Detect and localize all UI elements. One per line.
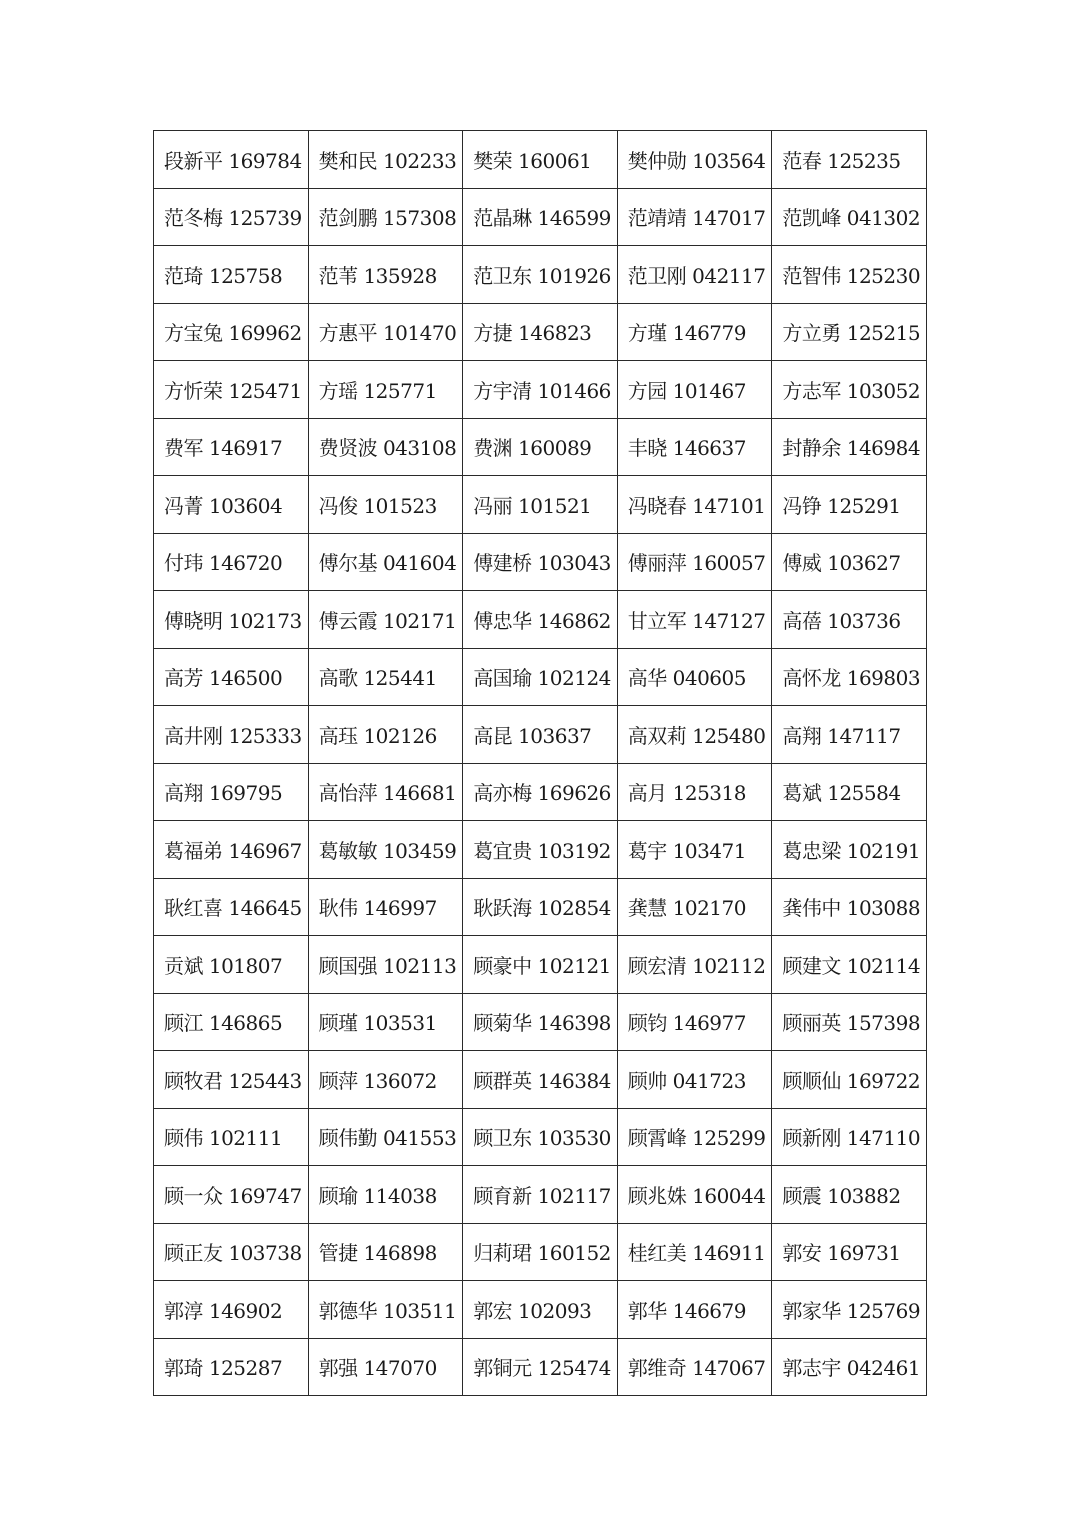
- roster-cell: 方园 101467: [617, 361, 772, 419]
- roster-cell: 高双莉 125480: [617, 706, 772, 764]
- table-row: [154, 303, 927, 361]
- roster-cell: 范凯峰 041302: [772, 188, 927, 246]
- roster-cell: 冯铮 125291: [772, 476, 927, 534]
- roster-cell: 顾群英 146384: [463, 1051, 618, 1109]
- roster-cell: 高国瑜 102124: [463, 648, 618, 706]
- roster-cell: 费贤波 043108: [308, 418, 463, 476]
- roster-cell: 方志军 103052: [772, 361, 927, 419]
- roster-cell: 傅丽萍 160057: [617, 533, 772, 591]
- roster-cell: 范靖靖 147017: [617, 188, 772, 246]
- roster-cell: 范琦 125758: [154, 246, 309, 304]
- roster-cell: 樊荣 160061: [463, 131, 618, 189]
- roster-cell: 高珏 102126: [308, 706, 463, 764]
- roster-cell: 高昆 103637: [463, 706, 618, 764]
- roster-cell: 段新平 169784: [154, 131, 309, 189]
- roster-cell: 顾伟 102111: [154, 1108, 309, 1166]
- roster-cell: 顾豪中 102121: [463, 936, 618, 994]
- roster-cell: 丰晓 146637: [617, 418, 772, 476]
- roster-cell: 傅威 103627: [772, 533, 927, 591]
- roster-cell: 高怡萍 146681: [308, 763, 463, 821]
- roster-cell: 樊和民 102233: [308, 131, 463, 189]
- roster-cell: 郭华 146679: [617, 1281, 772, 1339]
- roster-cell: 顾国强 102113: [308, 936, 463, 994]
- roster-cell: 范剑鹏 157308: [308, 188, 463, 246]
- roster-cell: 顾牧君 125443: [154, 1051, 309, 1109]
- roster-cell: 费渊 160089: [463, 418, 618, 476]
- roster-cell: 顾宏清 102112: [617, 936, 772, 994]
- table-row: [154, 188, 927, 246]
- table-row: [154, 1166, 927, 1224]
- roster-cell: 葛福弟 146967: [154, 821, 309, 879]
- roster-cell: 顾建文 102114: [772, 936, 927, 994]
- roster-cell: 顾丽英 157398: [772, 993, 927, 1051]
- table-row: [154, 1338, 927, 1396]
- roster-cell: 郭宏 102093: [463, 1281, 618, 1339]
- name-roster-table: [153, 130, 927, 1396]
- roster-cell: 傅忠华 146862: [463, 591, 618, 649]
- roster-cell: 樊仲勋 103564: [617, 131, 772, 189]
- roster-cell: 葛忠梁 102191: [772, 821, 927, 879]
- roster-cell: 费军 146917: [154, 418, 309, 476]
- roster-cell: 顾顺仙 169722: [772, 1051, 927, 1109]
- roster-cell: 高井刚 125333: [154, 706, 309, 764]
- roster-cell: 顾萍 136072: [308, 1051, 463, 1109]
- roster-cell: 冯丽 101521: [463, 476, 618, 534]
- table-row: [154, 476, 927, 534]
- table-row: [154, 648, 927, 706]
- roster-cell: 高芳 146500: [154, 648, 309, 706]
- roster-cell: 顾震 103882: [772, 1166, 927, 1224]
- roster-cell: 范智伟 125230: [772, 246, 927, 304]
- roster-cell: 郭强 147070: [308, 1338, 463, 1396]
- roster-cell: 顾菊华 146398: [463, 993, 618, 1051]
- table-row: [154, 246, 927, 304]
- table-row: [154, 993, 927, 1051]
- roster-cell: 龚伟中 103088: [772, 878, 927, 936]
- roster-cell: 冯菁 103604: [154, 476, 309, 534]
- roster-cell: 郭琦 125287: [154, 1338, 309, 1396]
- roster-cell: 顾钧 146977: [617, 993, 772, 1051]
- table-row: [154, 131, 927, 189]
- roster-cell: 范卫刚 042117: [617, 246, 772, 304]
- table-row: [154, 763, 927, 821]
- roster-cell: 耿伟 146997: [308, 878, 463, 936]
- roster-cell: 方立勇 125215: [772, 303, 927, 361]
- roster-cell: 葛宜贵 103192: [463, 821, 618, 879]
- roster-cell: 顾兆姝 160044: [617, 1166, 772, 1224]
- roster-cell: 傅晓明 102173: [154, 591, 309, 649]
- roster-cell: 封静余 146984: [772, 418, 927, 476]
- table-row: [154, 1223, 927, 1281]
- table-row: [154, 361, 927, 419]
- roster-cell: 方宇清 101466: [463, 361, 618, 419]
- roster-cell: 方瑶 125771: [308, 361, 463, 419]
- roster-cell: 郭维奇 147067: [617, 1338, 772, 1396]
- roster-cell: 郭家华 125769: [772, 1281, 927, 1339]
- roster-cell: 高蓓 103736: [772, 591, 927, 649]
- roster-cell: 冯晓春 147101: [617, 476, 772, 534]
- roster-cell: 桂红美 146911: [617, 1223, 772, 1281]
- roster-cell: 郭淳 146902: [154, 1281, 309, 1339]
- roster-cell: 顾正友 103738: [154, 1223, 309, 1281]
- roster-cell: 高华 040605: [617, 648, 772, 706]
- table-row: [154, 591, 927, 649]
- roster-table-body: [154, 131, 927, 1396]
- roster-cell: 顾瑜 114038: [308, 1166, 463, 1224]
- roster-cell: 顾伟勤 041553: [308, 1108, 463, 1166]
- roster-cell: 葛斌 125584: [772, 763, 927, 821]
- roster-cell: 方捷 146823: [463, 303, 618, 361]
- roster-cell: 顾育新 102117: [463, 1166, 618, 1224]
- roster-cell: 耿红喜 146645: [154, 878, 309, 936]
- roster-cell: 归莉珺 160152: [463, 1223, 618, 1281]
- roster-cell: 顾卫东 103530: [463, 1108, 618, 1166]
- roster-cell: 方惠平 101470: [308, 303, 463, 361]
- roster-cell: 葛敏敏 103459: [308, 821, 463, 879]
- roster-cell: 高月 125318: [617, 763, 772, 821]
- roster-cell: 范晶琳 146599: [463, 188, 618, 246]
- roster-cell: 耿跃海 102854: [463, 878, 618, 936]
- roster-cell: 郭志宇 042461: [772, 1338, 927, 1396]
- roster-cell: 郭德华 103511: [308, 1281, 463, 1339]
- roster-cell: 冯俊 101523: [308, 476, 463, 534]
- table-row: [154, 418, 927, 476]
- roster-cell: 方忻荣 125471: [154, 361, 309, 419]
- roster-cell: 高亦梅 169626: [463, 763, 618, 821]
- roster-cell: 顾一众 169747: [154, 1166, 309, 1224]
- roster-cell: 范苇 135928: [308, 246, 463, 304]
- roster-cell: 顾新刚 147110: [772, 1108, 927, 1166]
- roster-cell: 葛宇 103471: [617, 821, 772, 879]
- roster-cell: 傅云霞 102171: [308, 591, 463, 649]
- roster-cell: 高怀龙 169803: [772, 648, 927, 706]
- roster-cell: 范冬梅 125739: [154, 188, 309, 246]
- table-row: [154, 1281, 927, 1339]
- roster-cell: 傅建桥 103043: [463, 533, 618, 591]
- roster-cell: 高翔 169795: [154, 763, 309, 821]
- roster-cell: 方宝兔 169962: [154, 303, 309, 361]
- roster-cell: 顾江 146865: [154, 993, 309, 1051]
- roster-cell: 甘立军 147127: [617, 591, 772, 649]
- roster-cell: 管捷 146898: [308, 1223, 463, 1281]
- table-row: [154, 821, 927, 879]
- roster-cell: 贡斌 101807: [154, 936, 309, 994]
- roster-cell: 郭安 169731: [772, 1223, 927, 1281]
- table-row: [154, 533, 927, 591]
- roster-cell: 付玮 146720: [154, 533, 309, 591]
- roster-cell: 郭铜元 125474: [463, 1338, 618, 1396]
- roster-cell: 龚慧 102170: [617, 878, 772, 936]
- roster-cell: 傅尔基 041604: [308, 533, 463, 591]
- roster-cell: 高歌 125441: [308, 648, 463, 706]
- table-row: [154, 1108, 927, 1166]
- roster-cell: 顾帅 041723: [617, 1051, 772, 1109]
- roster-cell: 范卫东 101926: [463, 246, 618, 304]
- table-row: [154, 878, 927, 936]
- roster-cell: 方瑾 146779: [617, 303, 772, 361]
- roster-cell: 顾瑾 103531: [308, 993, 463, 1051]
- table-row: [154, 936, 927, 994]
- table-row: [154, 1051, 927, 1109]
- roster-cell: 顾霄峰 125299: [617, 1108, 772, 1166]
- table-row: [154, 706, 927, 764]
- roster-cell: 高翔 147117: [772, 706, 927, 764]
- roster-cell: 范春 125235: [772, 131, 927, 189]
